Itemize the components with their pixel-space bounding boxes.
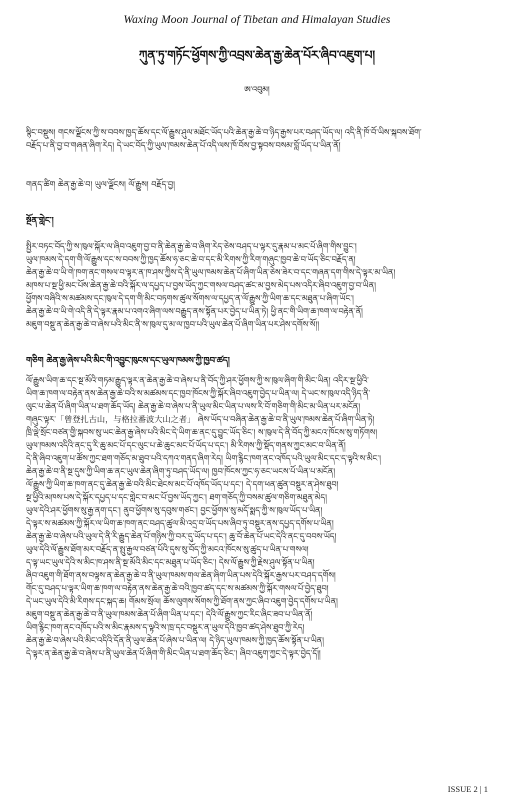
body-line: ཡུལ་ཁམས་དེ་དག་གི་ལོ་རྒྱུས་དང་ས་བབས་ཀྱི་ཁྱད་ཆོས་ཧ་ཅང་ཆེ་བ་དང་མི་རིགས་ཀྱི་རིག་གཞུང་ཁྱབ་ཆེ་བ་ཡོད་ཅིང་བརྗོད་ན། [26, 254, 356, 264]
issue-page-number: ISSUE 2 | 1 [447, 784, 488, 794]
body-line: ཡུལ་ཁམས་འདིའི་ནང་དུ་རི་ཆུ་མང་པོ་དང་ལུང་པ་ཆེ་ཆུང་མང་པོ་ཡོད་པ་དང་། མི་རིགས་ཀྱི་སྡོད་གནས་ཀྱང་མང་བ་ཡིན་ནོ། [26, 440, 346, 450]
body-line: ཆེན་རྒྱ་ཆེ་བ་ཞེས་པའི་མིང་འདིའི་དོན་ནི་ཡུལ་ཆེན་པོ་ཞེས་པ་ཡིན་ལ། དེ་ཉིད་ཡུལ་ཁམས་ཀྱི་ཁྱད་ཆོས་སྟོན་པ་ཡིན། [26, 635, 324, 645]
section1-body [26, 374, 488, 673]
body-line: ཆེན་རྒྱ་ཆེ་བ་ཞེས་པའི་ཡུལ་དེ་ནི་རི་རྒྱུད་ཆེན་པོ་གཉིས་ཀྱི་བར་དུ་ཡོད་པ་དང་། ཆུ་བོ་ཆེན་པོ་ཡང་དེའི་ནང་དུ་བབས་ཡོད། [26, 531, 337, 541]
intro-body [26, 240, 488, 331]
body-line: དེ་ལྟར་ས་མཚམས་ཀྱི་སྐོར་ལ་ཡིག་ཆ་ཁག་ནང་བཤད་ཚུལ་མི་འདྲ་བ་ཡོད་པས་ཞིབ་ཏུ་བསྡུར་ནས་དཔྱད་དགོས་པ་ཡིན། [26, 518, 334, 528]
body-line: ད་ལྟ་ཡང་ཡུལ་དེའི་ས་མིང་ཁ་ཤས་ནི་སྔ་མོའི་མིང་དང་མཐུན་པ་ཡོད་ཅིང་། དེས་ལོ་རྒྱུས་ཀྱི་རྗེས་ཤུལ་སྟོན་པ་ཡིན། [26, 557, 315, 567]
article-author: ཨ་འབུམ། [244, 85, 270, 94]
body-line: ཁྲི་ལྡེ་སྲོང་བཙན་གྱི་སྐབས་སུ་ཡང་ཆེན་རྒྱ་ཞེས་པའི་མིང་དེ་ཡིག་ཆ་ནང་དུ་བྱུང་ཡོད་ཅིང་། ས་ཁུལ་དེ་ནི་བོད་ཀྱི་མངའ་ཁོངས་སུ་གཏོགས། [26, 427, 378, 437]
body-line: མཇུག་བསྡུ་ན་ཆེན་རྒྱ་ཆེ་བ་ནི་ཡུལ་ཁམས་ཆེན་པོ་ཞིག་ཡིན་པ་དང་། དེའི་ལོ་རྒྱུས་ཀྱང་རིང་ཞིང་ཟབ་པ་ཡིན་ནོ། [26, 609, 313, 619]
body-line: ཡུལ་དེའི་ཤར་ཕྱོགས་སུ་རྒྱ་ནག་དང་། ནུབ་ཕྱོགས་སུ་དབུས་གཙང་། བྱང་ཕྱོགས་སུ་མདོ་སྨད་ཀྱི་ས་ཁུལ་ཡོད་པ་ཡིན། [26, 505, 323, 515]
body-line: སྤྱིར་བཏང་བོད་ཀྱི་ས་ཁུལ་སྐོར་ལ་ཞིབ་འཇུག་བྱ་བ་ནི་ཆེན་རྒྱ་ཆེ་བ་ཞིག་རེད་ཅེས་བཤད་པ་ལྟར་དུ་རྣམ་པ་མང་པོ་ཞིག་གིས་བྱུང་། [26, 241, 357, 251]
abstract-line: བརྗོད་པ་ནི་བྱ་བ་གཞན་ཞིག་རེད། དེ་ཡང་བོད་ཀྱི་ཡུལ་ཁམས་ཆེན་པོ་འདི་ལས་ཁོ་བོས་བྱ་སྟབས་བསམ་བློ་ཡོད་པ་ཡིན་ནོ། [26, 140, 341, 150]
journal-name: Waxing Moon Journal of Tibetan and Himalayan Studies [123, 14, 391, 26]
body-line: ཡིག་ཆ་ཁག་ལ་བརྟེན་ནས་ཆེན་རྒྱ་ཆེ་བའི་ས་མཚམས་དང་ཁྱབ་ཁོངས་ཀྱི་སྐོར་ཞིབ་འཇུག་བྱེད་པ་ཡིན་ལ། དེ་ཡང་ས་ཁུལ་འདི་ཉིད་ནི་ [26, 388, 371, 398]
body-line: གོང་དུ་བཤད་པ་ལྟར་ཡིག་ཆ་ཁག་ལ་བརྟེན་ནས་ཆེན་རྒྱ་ཆེ་བའི་ཁྱབ་ཚད་དང་ས་མཚམས་ཀྱི་སྐོར་གསལ་པོ་བྱེད་ཐུབ། [26, 583, 329, 593]
body-line: གཞུང་ལྟར་「曾登扎古山，与格拉番波大山之者」 ཞེས་ཡོད་པ་བཞིན་ཆེན་རྒྱ་ཆེ་བ་ནི་ཡུལ་ཁམས་ཆེན་པོ་ཞིག་ཡིན་ཏེ། [26, 414, 375, 424]
body-line: ལོ་རྒྱུས་ཡིག་ཆ་དང་སྔ་མོའི་གཏམ་རྒྱུད་ལྟར་ན་ཆེན་རྒྱ་ཆེ་བ་ཞེས་པ་ནི་བོད་ཀྱི་ཤར་ཕྱོགས་ཀྱི་ས་ཁུལ་ཞིག་གི་མིང་ཡིན། འདིར་སྔ་ཕྱིའི་ [26, 375, 369, 385]
keywords [26, 178, 488, 191]
body-line: ཆེན་རྒྱ་ཆེ་བ་ཡི་གེ་ཁག་ནང་གསལ་བ་ལྟར་ན་ཁ་ཤས་ཀྱིས་དེ་ནི་ཡུལ་ཁམས་ཆེན་པོ་ཞིག་ཡིན་ཅེས་ཟེར་བ་དང་གཞན་དག་གིས་དེ་ལྟར་མ་ཡིན། [26, 267, 396, 277]
abstract [26, 126, 488, 152]
body-line: ཕྱོགས་བཞིའི་ས་མཚམས་དང་ཁུལ་དེ་དག་གི་མིང་བཏགས་ཚུལ་སོགས་ལ་དཔྱད་ན་ལོ་རྒྱུས་ཀྱི་ཡིག་ཆ་དང་མཐུན་པ་ཞིག་ཡོང་། [26, 293, 354, 303]
body-line: མཁས་པ་སྔ་ཕྱི་མང་པོས་ཆེན་རྒྱ་ཆེ་བའི་སྐོར་ལ་དཔྱད་པ་བྱས་ཡོད་ཀྱང་གསལ་བཤད་ཚང་མ་བྱས་མེད་པས་འདིར་ཞིབ་འཇུག་བྱ་བ་ཡིན། [26, 280, 376, 290]
body-line: ལུང་པ་ཆེན་པོ་ཞིག་ཡིན་པ་ཐག་ཆོད་ཡོད། ཆེན་རྒྱ་ཆེ་བ་ཞེས་པ་ནི་ཡུལ་མིང་ཡིན་པ་ལས་རི་བོ་གཅིག་གི་མིང་མ་ཡིན་པར་མངོན། [26, 401, 361, 411]
body-line: ཡུལ་དེའི་ལོ་རྒྱུས་ཐོག་མར་བརྗོད་ན་སྤུ་རྒྱལ་བཙན་པོའི་དུས་སུ་བོད་ཀྱི་མངའ་ཁོངས་སུ་ཚུད་པ་ཡིན་པ་གསལ། [26, 544, 309, 554]
intro-heading: སྔོན་གླེང་། [26, 216, 54, 226]
body-line: མཇུག་བསྡུ་ན་ཆེན་རྒྱ་ཆེ་བ་ཞེས་པའི་མིང་ནི་ས་ཁུལ་དུ་མ་ལ་ཁྱབ་པའི་ཡུལ་ཆེན་པོ་ཞིག་ཡིན་པར་ཤེས་དགོས་སོ།། [26, 319, 320, 329]
body-line: སྔ་ཕྱིའི་མཁས་པས་དེ་སྐོར་དཔྱད་པ་དང་གླེང་བ་མང་པོ་བྱས་ཡོད་ཀྱང་། ཐག་གཅོད་ཀྱི་བསམ་ཚུལ་གཅིག་མཐུན་མེད། [26, 492, 327, 502]
article-title: ཀུན་ཏུ་གཏོང་ཕྱོགས་ཀྱི་འབྲས་ཆེན་རྒྱ་ཆེན་པོར་ཞིབ་འཇུག་པ། [138, 48, 376, 62]
body-line [26, 660, 488, 673]
body-line: ཆེན་རྒྱ་ཆེ་བ་ཡི་གེ་འདི་ནི་དེ་ལྟར་རྣམ་པ་འགའ་ཞིག་ལས་བརྒྱུད་ནས་སྟོན་པར་བྱེད་པ་ཡིན་ཏེ། ཕྱི་ནང་གི་ཡིག་ཆ་ཁག་ལ་བརྟེན་ནོ། [26, 306, 363, 316]
body-line: ཡིག་རྙིང་ཁག་ནང་འཁོད་པའི་ས་མིང་རྣམས་ད་ལྟའི་ས་ཁྲ་དང་བསྡུར་ན་ཡུལ་དེའི་ཁྱབ་ཚད་ཤེས་ཐུབ་ཀྱི་རེད། [26, 622, 305, 632]
body-line: དེ་ནི་ཞིབ་འཇུག་པ་ཚོས་ཀྱང་ཐག་གཅོད་མ་ཐུབ་པའི་དཀའ་གནད་ཞིག་རེད། ཡིག་རྙིང་ཁག་ནང་འཁོད་པའི་ཡུལ་མིང་དང་ད་ལྟའི་ས་མིང་། [26, 453, 381, 463]
body-line: ཆེན་རྒྱ་ཆེ་བ་ནི་སྔ་དུས་ཀྱི་ཡིག་ཆ་ནང་ཡུལ་ཆེན་ཞིག་ཏུ་བཤད་ཡོད་ལ། ཁྱབ་ཁོངས་ཀྱང་ཧ་ཅང་ཡངས་པོ་ཡིན་པ་མངོན། [26, 466, 336, 476]
body-line: ལོ་རྒྱུས་ཀྱི་ཡིག་ཆ་ཁག་ནང་དུ་ཆེན་རྒྱ་ཆེ་བའི་མིང་ཐེངས་མང་པོ་འཁོད་ཡོད་པ་དང་། དེ་དག་ཕན་ཚུན་བསྡུར་ན་ཤེས་ཐུབ། [26, 479, 339, 489]
section1-heading: གཅིག ཆེན་རྒྱ་ཞེས་པའི་མིང་གི་འབྱུང་ཁུངས་དང་ཡུལ་ཁམས་ཀྱི་ཁྱབ་ཚད། [26, 356, 230, 366]
body-line: ཞིབ་འཇུག་གི་ཐོག་ནས་བལྟས་ན་ཆེན་རྒྱ་ཆེ་བ་ནི་ཡུལ་ཁམས་གལ་ཆེན་ཞིག་ཡིན་པས་དེའི་སྐོར་རྒྱས་པར་བཤད་དགོས། [26, 570, 336, 580]
abstract-line: སྙིང་བསྡུས། གངས་ལྗོངས་ཀྱི་ས་བབས་ཁྱད་ཆོས་དང་ལོ་རྒྱུས་ཤུལ་མཐོང་ཡོད་པའི་ཆེན་རྒྱ་ཆེ་བ་ཉིད་རྒྱས་པར་བཤད་ཡོད་ལ། འདི་ནི་ཁོ་བོ་ཡིས་སྐབས་ཐོག་ [26, 127, 422, 137]
keywords-line: གནད་ཚིག ཆེན་རྒྱ་ཆེ་བ། ཡུལ་ལྗོངས། ལོ་རྒྱུས། བརྗོད་བྱ། [26, 179, 175, 189]
body-line: དེ་ལྟར་ན་ཆེན་རྒྱ་ཆེ་བ་ཞེས་པ་ནི་ཡུལ་ཆེན་པོ་ཞིག་གི་མིང་ཡིན་པ་ཐག་ཆོད་ཅིང་། ཞིབ་འཇུག་ཀྱང་དེ་ལྟར་བྱེད་དོ།། [26, 648, 321, 658]
body-line: དེ་ཡང་ཡུལ་དེའི་མི་རིགས་དང་སྐད་ཆ། གོམས་སྲོལ། ཆོས་ལུགས་སོགས་ཀྱི་ཐོག་ནས་ཀྱང་ཞིབ་འཇུག་བྱེད་དགོས་པ་ཡིན། [26, 596, 338, 606]
